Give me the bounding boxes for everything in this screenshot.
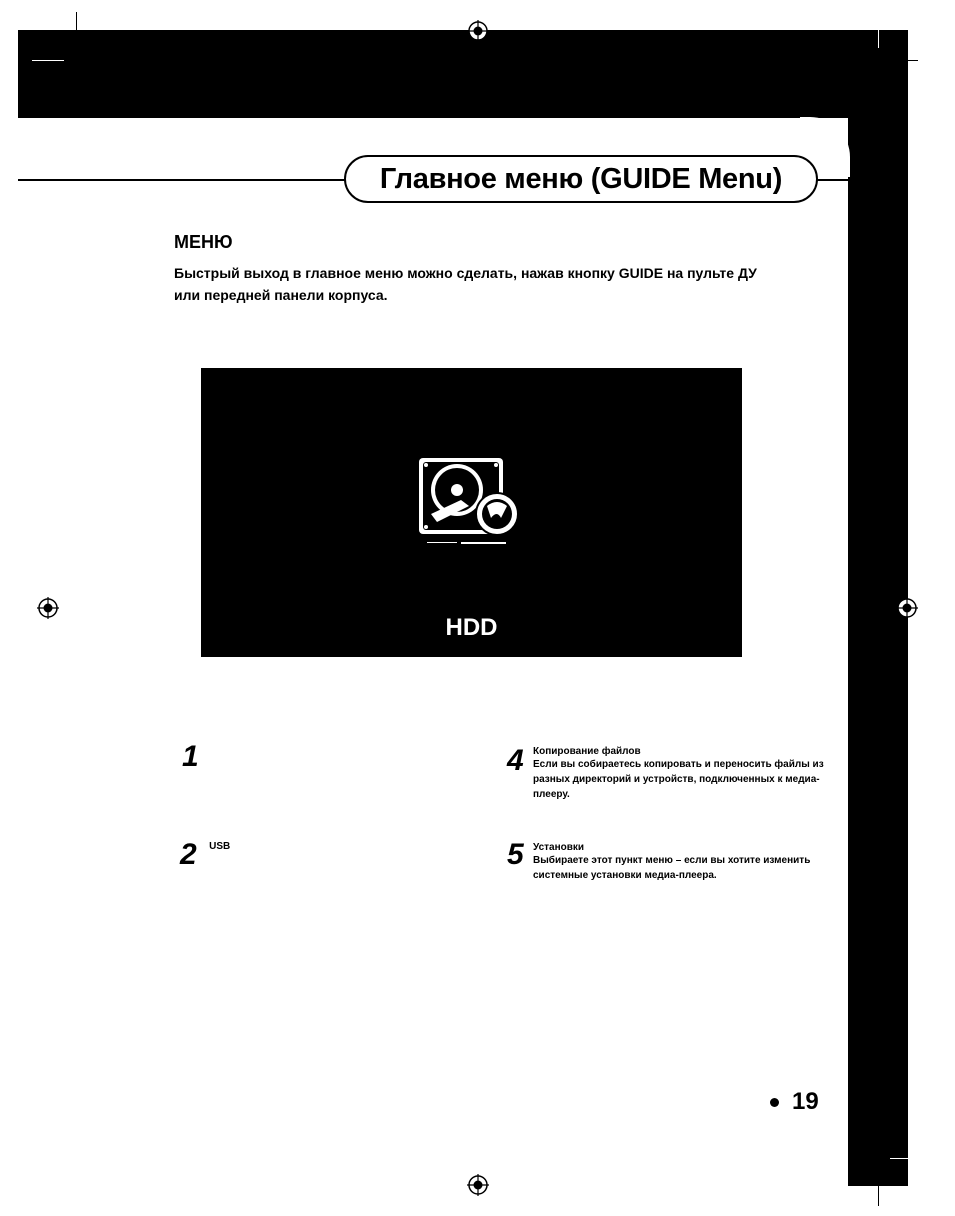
- item-title: Установки: [533, 842, 585, 853]
- item-number: 5: [507, 838, 524, 871]
- registration-mark-icon: [467, 1174, 489, 1196]
- registration-mark-icon: [467, 20, 489, 42]
- crop-mark: [32, 60, 64, 61]
- page-number: 19: [792, 1088, 819, 1115]
- crop-mark: [76, 12, 77, 48]
- page-title-box: [344, 155, 818, 203]
- title-rule-right: [816, 179, 850, 181]
- title-rule-left: [18, 179, 348, 181]
- screen-label: HDD: [445, 614, 498, 641]
- item-title: Копирование файлов: [533, 746, 641, 757]
- registration-mark-icon: [896, 597, 918, 619]
- crop-mark: [890, 1158, 918, 1159]
- crop-mark: [878, 1170, 879, 1206]
- page-title: Главное меню (GUIDE Menu): [379, 162, 783, 195]
- crop-mark: [890, 60, 918, 61]
- hard-drive-icon: [417, 456, 527, 548]
- menu-item-2: [180, 840, 230, 870]
- section-heading: МЕНЮ: [174, 232, 233, 252]
- registration-mark-icon: [37, 597, 59, 619]
- item-title: USB: [209, 841, 231, 852]
- item-number: 4: [507, 744, 524, 777]
- item-number: 2: [180, 838, 197, 871]
- item-description: Выбираете этот пункт меню – если вы хотите изменить системные установки медиа-плеера.: [533, 855, 811, 881]
- item-description: Если вы собираетесь копировать и переносить файлы из разных директорий и устройств, подключенных к медиа-плееру.: [533, 759, 824, 800]
- bullet-icon: [770, 1098, 779, 1107]
- top-black-band: [18, 30, 908, 118]
- crop-mark: [878, 12, 879, 48]
- intro-paragraph: Быстрый выход в главное меню можно сделать, нажав кнопку GUIDE на пульте ДУ или передней панели корпуса.: [174, 265, 757, 303]
- menu-item-1: [182, 742, 199, 772]
- item-number: 1: [182, 740, 199, 773]
